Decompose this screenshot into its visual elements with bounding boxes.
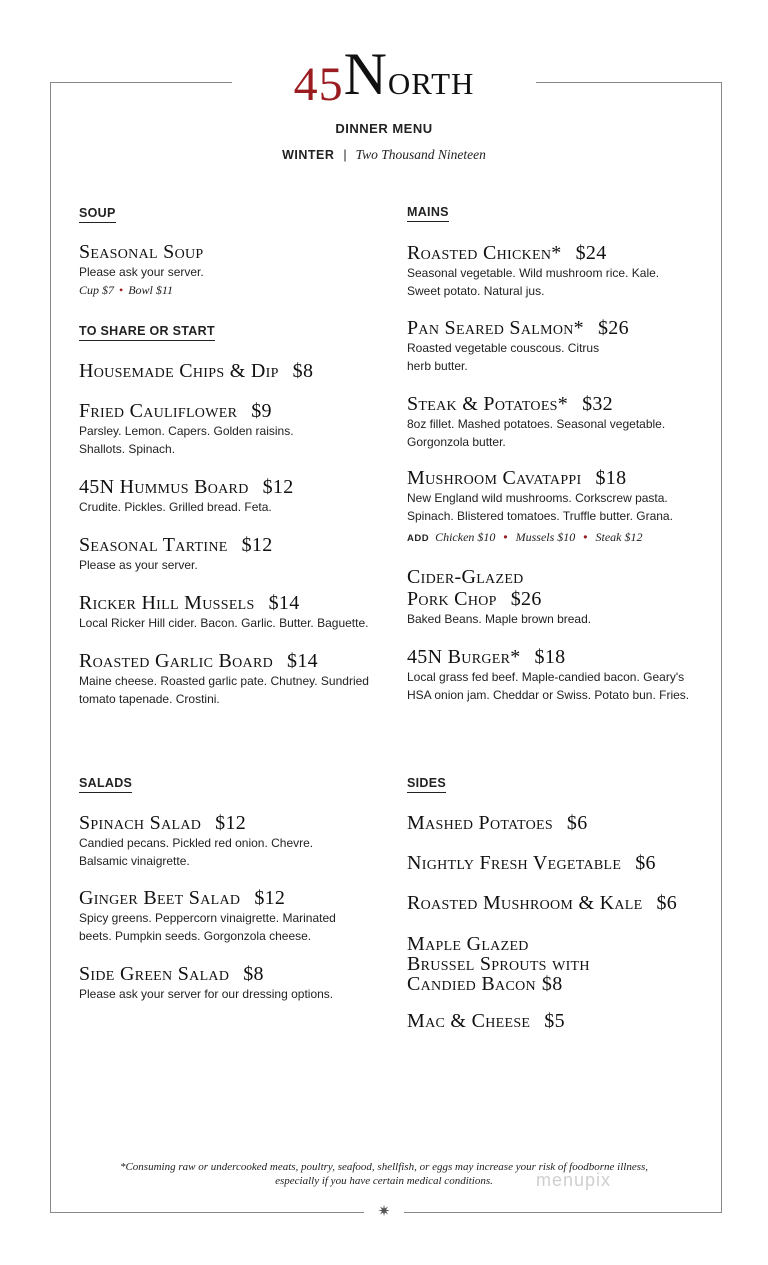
item-desc: Parsley. Lemon. Capers. Golden raisins. Shallots. Spinach. xyxy=(79,424,294,456)
menu-item-spinach-salad xyxy=(79,813,379,870)
menu-item-roasted-garlic-board xyxy=(79,651,389,708)
menu-item-seasonal-soup xyxy=(79,242,379,299)
item-name: Mushroom Cavatappi $18 xyxy=(407,467,627,489)
item-price: $24 xyxy=(575,242,607,264)
menu-item-pan-seared-salmon xyxy=(407,318,707,375)
item-desc: Candied pecans. Pickled red onion. Chevre. Balsamic vinaigrette. xyxy=(79,836,314,868)
section-heading-share: TO SHARE OR START xyxy=(79,324,215,341)
menu-item-mashed-potatoes xyxy=(407,813,707,833)
menu-title: DINNER MENU xyxy=(335,121,433,136)
menu-item-brussel-sprouts xyxy=(407,934,707,994)
logo-word: orth xyxy=(387,55,475,104)
menu-item-side-green-salad xyxy=(79,964,379,1003)
item-desc: Roasted vegetable couscous. Citrus herb butter. xyxy=(407,341,600,373)
item-name: Ricker Hill Mussels $14 xyxy=(79,592,300,614)
item-desc: Please as your server. xyxy=(79,558,198,572)
item-price: $12 xyxy=(262,476,294,498)
item-name: Housemade Chips & Dip $8 xyxy=(79,360,314,382)
item-name: 45N Burger* $18 xyxy=(407,646,566,668)
menu-item-fried-cauliflower xyxy=(79,401,379,458)
dot-separator: • xyxy=(583,530,588,544)
add-label: ADD xyxy=(407,533,430,544)
item-name: Cider-Glazed xyxy=(407,566,524,588)
menu-item-nightly-fresh-vegetable xyxy=(407,853,707,873)
item-desc: Baked Beans. Maple brown bread. xyxy=(407,612,592,626)
item-name: Mac & Cheese $5 xyxy=(407,1010,565,1032)
item-desc: Please ask your server. xyxy=(79,265,204,279)
item-desc: Spicy greens. Peppercorn vinaigrette. Marinated beets. Pumpkin seeds. Gorgonzola cheese. xyxy=(79,911,336,943)
item-price: $18 xyxy=(595,467,627,489)
menu-item-hummus-board xyxy=(79,477,379,516)
item-name: Seasonal Soup xyxy=(79,241,204,263)
bowl-price: Bowl $11 xyxy=(128,283,173,297)
item-price: $9 xyxy=(251,400,272,422)
season-year: Two Thousand Nineteen xyxy=(355,147,486,162)
item-name: Roasted Garlic Board $14 xyxy=(79,650,318,672)
item-name: Spinach Salad $12 xyxy=(79,812,247,834)
menu-item-ginger-beet-salad xyxy=(79,888,379,945)
section-heading-soup: SOUP xyxy=(79,206,116,223)
item-desc: Local grass fed beef. Maple-candied bacon. Geary's HSA onion jam. Cheddar or Swiss. Potato bun. Fries. xyxy=(407,670,690,702)
item-name: Nightly Fresh Vegetable $6 xyxy=(407,852,656,874)
item-name-line2: Pork Chop $26 xyxy=(407,588,542,610)
item-desc: 8oz fillet. Mashed potatoes. Seasonal vegetable. Gorgonzola butter. xyxy=(407,417,666,449)
item-name: Pan Seared Salmon* $26 xyxy=(407,317,629,339)
item-price: $6 xyxy=(656,892,678,914)
item-name: Ginger Beet Salad $12 xyxy=(79,887,286,909)
item-price: $12 xyxy=(215,812,247,834)
item-name-line3: Candied Bacon $8 xyxy=(407,973,563,995)
item-price: $12 xyxy=(254,887,286,909)
menu-item-mac-cheese xyxy=(407,1011,707,1031)
add-chicken: Chicken $10 xyxy=(435,530,496,544)
section-heading-salads: SALADS xyxy=(79,776,132,793)
item-name: 45N Hummus Board $12 xyxy=(79,476,294,498)
item-price: $8 xyxy=(541,973,563,995)
menu-item-roasted-chicken xyxy=(407,243,707,300)
item-name: Roasted Chicken* $24 xyxy=(407,242,607,264)
menu-item-steak-potatoes xyxy=(407,394,707,451)
dot-separator: • xyxy=(503,530,508,544)
soup-sizes xyxy=(79,281,379,299)
item-desc: Please ask your server for our dressing options. xyxy=(79,987,334,1001)
section-heading-mains: MAINS xyxy=(407,205,449,222)
menu-item-chips-dip xyxy=(79,361,399,381)
menu-item-mushroom-cavatappi xyxy=(407,468,707,548)
menupix-watermark: menupix xyxy=(536,1170,612,1190)
add-mussels: Mussels $10 xyxy=(515,530,576,544)
foodborne-illness-disclaimer: *Consuming raw or undercooked meats, poultry, seafood, shellfish, or eggs may increase your risk of foodborne illness, especially if you have certain medical conditions. xyxy=(119,1161,649,1187)
restaurant-logo xyxy=(0,41,768,111)
item-price: $26 xyxy=(597,317,629,339)
item-name: Side Green Salad $8 xyxy=(79,963,264,985)
menu-item-pork-chop xyxy=(407,567,707,628)
cup-price: Cup $7 xyxy=(79,283,115,297)
item-desc: Crudite. Pickles. Grilled bread. Feta. xyxy=(79,500,272,514)
season-label: WINTER xyxy=(282,148,335,162)
menu-item-ricker-hill-mussels xyxy=(79,593,389,632)
item-price: $6 xyxy=(566,812,588,834)
item-desc: Local Ricker Hill cider. Bacon. Garlic. Butter. Baguette. xyxy=(79,616,369,630)
item-desc: New England wild mushrooms. Corkscrew pasta. Spinach. Blistered tomatoes. Truffle butter. Grana. xyxy=(407,491,673,523)
item-price: $8 xyxy=(292,360,314,382)
item-price: $32 xyxy=(582,393,613,415)
item-name: Fried Cauliflower $9 xyxy=(79,400,272,422)
menu-item-45n-burger xyxy=(407,647,707,704)
item-name: Mashed Potatoes $6 xyxy=(407,812,588,834)
logo-initial: N xyxy=(343,41,388,107)
item-name: Steak & Potatoes* $32 xyxy=(407,393,613,415)
menu-item-roasted-mushroom-kale xyxy=(407,893,707,913)
item-price: $18 xyxy=(534,646,566,668)
season-separator: | xyxy=(343,148,347,162)
item-price: $14 xyxy=(287,650,318,672)
star-ornament-icon: ✷ xyxy=(377,1203,391,1220)
add-protein-options xyxy=(407,528,707,548)
section-heading-sides: SIDES xyxy=(407,776,446,793)
item-price: $8 xyxy=(243,963,264,985)
dot-separator: • xyxy=(119,283,124,297)
item-desc: Seasonal vegetable. Wild mushroom rice. Kale. Sweet potato. Natural jus. xyxy=(407,266,660,298)
item-price: $6 xyxy=(635,852,656,874)
item-price: $5 xyxy=(544,1010,565,1032)
item-price: $12 xyxy=(241,534,273,556)
item-name: Maple Glazed xyxy=(407,933,529,955)
item-price: $26 xyxy=(510,588,542,610)
item-name-line2: Brussel Sprouts with xyxy=(407,953,590,975)
item-name: Roasted Mushroom & Kale $6 xyxy=(407,892,678,914)
logo-number: 45 xyxy=(293,58,344,111)
item-name: Seasonal Tartine $12 xyxy=(79,534,273,556)
menu-item-seasonal-tartine xyxy=(79,535,379,574)
add-steak: Steak $12 xyxy=(595,530,643,544)
item-desc: Maine cheese. Roasted garlic pate. Chutney. Sundried tomato tapenade. Crostini. xyxy=(79,674,369,706)
season-line xyxy=(0,147,768,163)
item-price: $14 xyxy=(268,592,300,614)
